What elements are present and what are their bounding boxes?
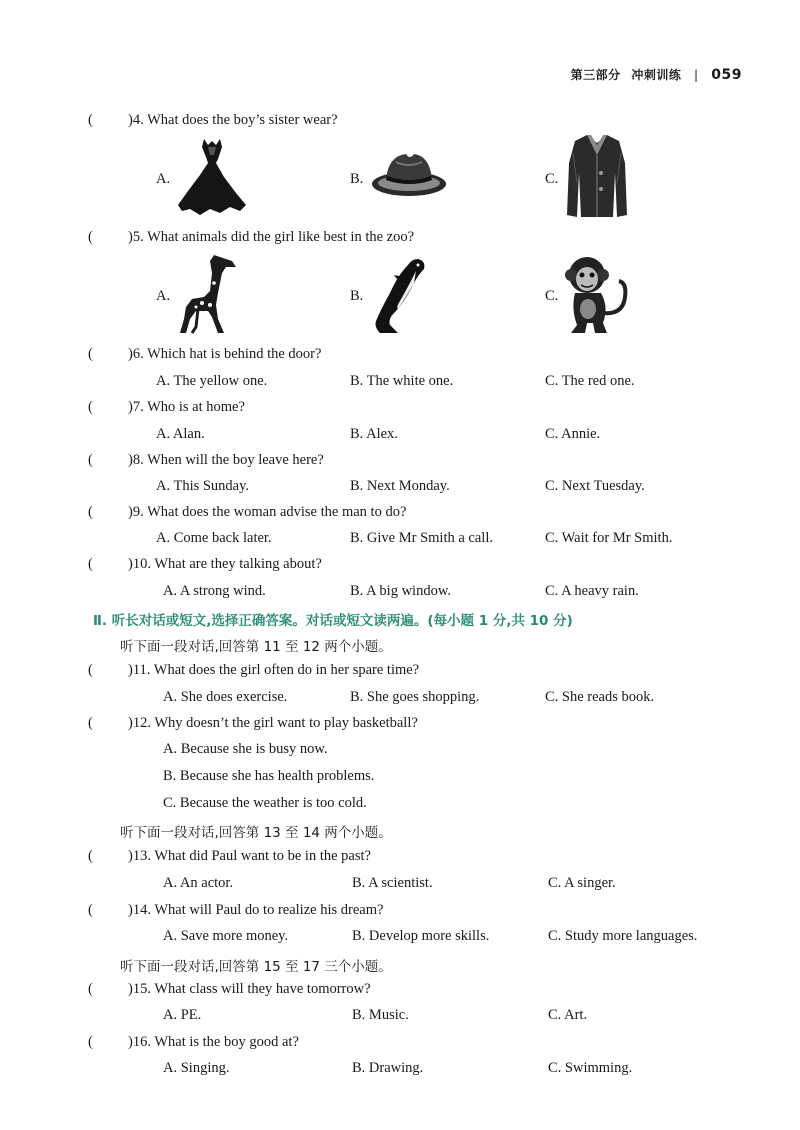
option-b-label[interactable]: B. (350, 288, 364, 304)
answer-blank[interactable]: ( (88, 504, 93, 520)
page-number: 059 (711, 67, 742, 83)
coat-icon[interactable] (565, 133, 629, 219)
question-text: )5. What animals did the girl like best in the zoo? (128, 229, 415, 245)
option-c[interactable]: C. Annie. (545, 426, 601, 442)
answer-blank[interactable]: ( (88, 1034, 93, 1050)
option-c[interactable]: C. Art. (548, 1007, 588, 1023)
option-c[interactable]: C. The red one. (545, 373, 635, 389)
monkey-icon[interactable] (563, 253, 631, 335)
option-c-label[interactable]: C. (545, 288, 559, 304)
option-b[interactable]: B. She goes shopping. (350, 689, 480, 705)
answer-blank[interactable]: ( (88, 346, 93, 362)
instruction-15-17: 听下面一段对话,回答第 15 至 17 三个小题。 (120, 959, 392, 975)
dolphin-icon[interactable] (368, 253, 428, 337)
question-text: )6. Which hat is behind the door? (128, 346, 322, 362)
section-2-title: Ⅱ. 听长对话或短文,选择正确答案。对话或短文读两遍。(每小题 1 分,共 10 分) (93, 613, 573, 629)
answer-blank[interactable]: ( (88, 112, 93, 128)
option-c[interactable]: C. A heavy rain. (545, 583, 639, 599)
option-b[interactable]: B. Because she has health problems. (163, 768, 375, 784)
question-text: )7. Who is at home? (128, 399, 245, 415)
option-c[interactable]: C. A singer. (548, 875, 616, 891)
question-text: )10. What are they talking about? (128, 556, 322, 572)
question-text: )11. What does the girl often do in her spare time? (128, 662, 420, 678)
answer-blank[interactable]: ( (88, 902, 93, 918)
option-a[interactable]: A. The yellow one. (156, 373, 268, 389)
question-text: )12. Why doesn’t the girl want to play basketball? (128, 715, 418, 731)
option-b-label[interactable]: B. (350, 171, 364, 187)
answer-blank[interactable]: ( (88, 981, 93, 997)
header-section: 第三部分 (570, 68, 621, 82)
instruction-13-14: 听下面一段对话,回答第 13 至 14 两个小题。 (120, 825, 392, 841)
question-text: )8. When will the boy leave here? (128, 452, 324, 468)
option-b[interactable]: B. Alex. (350, 426, 398, 442)
option-b[interactable]: B. A scientist. (352, 875, 433, 891)
answer-blank[interactable]: ( (88, 399, 93, 415)
page-header (571, 66, 742, 83)
option-a[interactable]: A. Come back later. (156, 530, 272, 546)
answer-blank[interactable]: ( (88, 452, 93, 468)
question-text: )9. What does the woman advise the man to do? (128, 504, 407, 520)
question-text: )15. What class will they have tomorrow? (128, 981, 371, 997)
question-text: )4. What does the boy’s sister wear? (128, 112, 338, 128)
option-a[interactable]: A. Alan. (156, 426, 205, 442)
answer-blank[interactable]: ( (88, 229, 93, 245)
answer-blank[interactable]: ( (88, 715, 93, 731)
option-b[interactable]: B. Music. (352, 1007, 409, 1023)
dress-icon[interactable] (174, 137, 252, 217)
option-a[interactable]: A. PE. (163, 1007, 202, 1023)
option-a[interactable]: A. An actor. (163, 875, 234, 891)
option-a[interactable]: A. A strong wind. (163, 583, 266, 599)
question-text: )14. What will Paul do to realize his dream? (128, 902, 384, 918)
answer-blank[interactable]: ( (88, 662, 93, 678)
option-c[interactable]: C. Swimming. (548, 1060, 633, 1076)
answer-blank[interactable]: ( (88, 556, 93, 572)
option-b[interactable]: B. Next Monday. (350, 478, 450, 494)
option-a[interactable]: A. Because she is busy now. (163, 741, 328, 757)
option-c[interactable]: C. She reads book. (545, 689, 655, 705)
instruction-11-12: 听下面一段对话,回答第 11 至 12 两个小题。 (120, 639, 392, 655)
option-a-label[interactable]: A. (156, 171, 171, 187)
question-text: )13. What did Paul want to be in the past? (128, 848, 371, 864)
option-a[interactable]: A. This Sunday. (156, 478, 250, 494)
option-a[interactable]: A. Save more money. (163, 928, 289, 944)
header-title: 冲刺训练 (631, 68, 682, 82)
giraffe-icon[interactable] (174, 253, 240, 337)
answer-blank[interactable]: ( (88, 848, 93, 864)
option-b[interactable]: B. The white one. (350, 373, 454, 389)
option-b[interactable]: B. Give Mr Smith a call. (350, 530, 493, 546)
option-c[interactable]: C. Study more languages. (548, 928, 698, 944)
header-separator: | (694, 68, 699, 82)
option-b[interactable]: B. Develop more skills. (352, 928, 490, 944)
option-a-label[interactable]: A. (156, 288, 171, 304)
option-b[interactable]: B. A big window. (350, 583, 451, 599)
option-c[interactable]: C. Wait for Mr Smith. (545, 530, 673, 546)
option-a[interactable]: A. Singing. (163, 1060, 230, 1076)
hat-icon[interactable] (370, 150, 448, 200)
option-c-label[interactable]: C. (545, 171, 559, 187)
option-c[interactable]: C. Next Tuesday. (545, 478, 645, 494)
option-a[interactable]: A. She does exercise. (163, 689, 288, 705)
option-b[interactable]: B. Drawing. (352, 1060, 424, 1076)
option-c[interactable]: C. Because the weather is too cold. (163, 795, 367, 811)
question-text: )16. What is the boy good at? (128, 1034, 299, 1050)
